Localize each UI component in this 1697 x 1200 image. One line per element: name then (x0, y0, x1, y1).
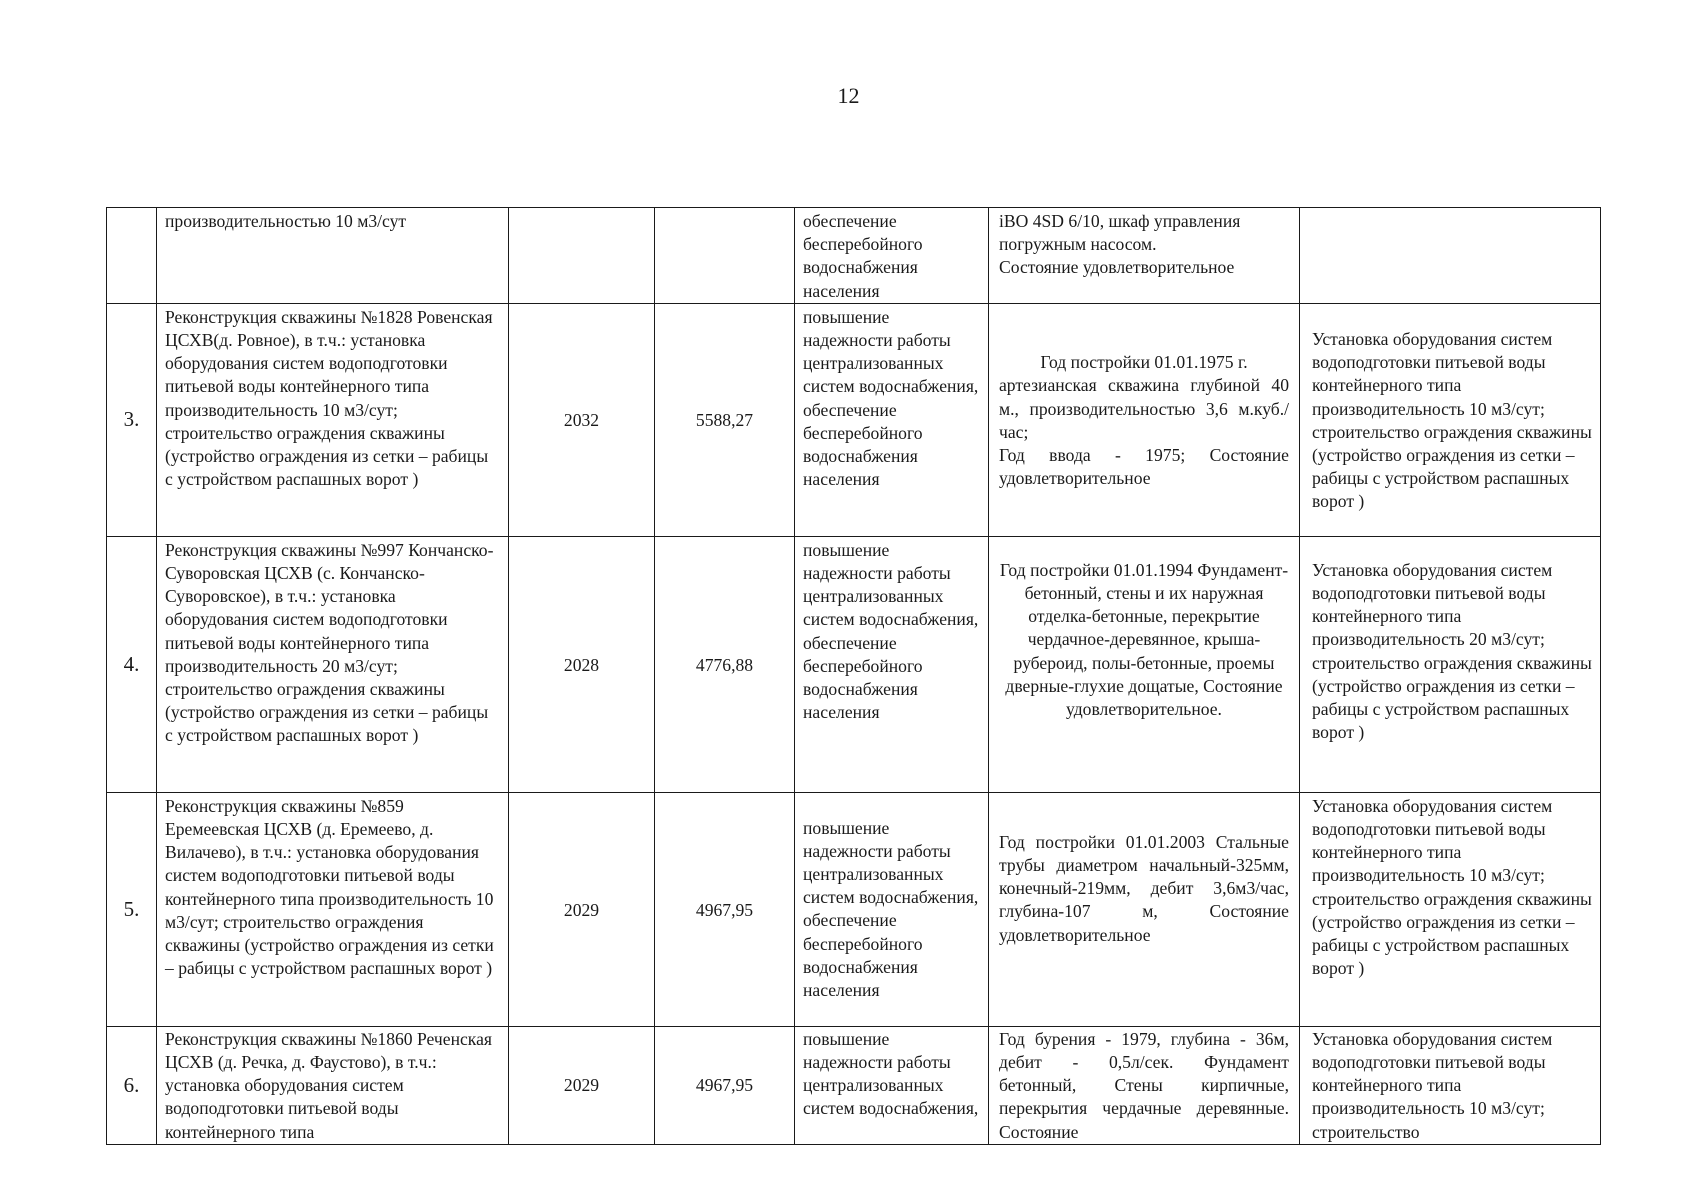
row-number: 6. (107, 1026, 157, 1144)
implementation-year (509, 208, 655, 304)
table-row (107, 208, 1601, 304)
expected-result: Установка оборудования систем водоподготовки питьевой воды контейнерного типа производительность 10 м3/сут; строительство ограждения скважины (устройство ограждения из сетки – рабицы с устройством распашных ворот ) (1300, 792, 1601, 1026)
project-cost (655, 208, 795, 304)
expected-result: Установка оборудования систем водоподготовки питьевой воды контейнерного типа производительность 10 м3/сут; строительство ограждения скважины (устройство ограждения из сетки – рабицы с устройством распашных ворот ) (1300, 303, 1601, 536)
implementation-year: 2032 (509, 303, 655, 536)
project-cost: 5588,27 (655, 303, 795, 536)
row-number (107, 208, 157, 304)
project-purpose: повышение надежности работы централизованных систем водоснабжения, обеспечение бесперебойного водоснабжения населения (795, 536, 989, 792)
project-purpose: обеспечение бесперебойного водоснабжения населения (795, 208, 989, 304)
row-number: 3. (107, 303, 157, 536)
project-cost: 4967,95 (655, 1026, 795, 1144)
project-purpose: повышение надежности работы централизованных систем водоснабжения, (795, 1026, 989, 1144)
technical-state (989, 303, 1300, 536)
expected-result: Установка оборудования систем водоподготовки питьевой воды контейнерного типа производительность 10 м3/сут; строительство (1300, 1026, 1601, 1144)
project-cost: 4776,88 (655, 536, 795, 792)
project-purpose: повышение надежности работы централизованных систем водоснабжения, обеспечение бесперебойного водоснабжения населения (795, 303, 989, 536)
project-description: Реконструкция скважины №1860 Реченская ЦСХВ (д. Речка, д. Фаустово), в т.ч.: установка оборудования систем водоподготовки питьевой воды контейнерного типа (157, 1026, 509, 1144)
project-description: производительностью 10 м3/сут (157, 208, 509, 304)
expected-result: Установка оборудования систем водоподготовки питьевой воды контейнерного типа производительность 20 м3/сут; строительство ограждения скважины (устройство ограждения из сетки – рабицы с устройством распашных ворот ) (1300, 536, 1601, 792)
technical-state: Год постройки 01.01.2003 Стальные трубы диаметром начальный-325мм, конечный-219мм, дебит 3,6м3/час, глубина-107 м, Состояние удовлетворительное (989, 792, 1300, 1026)
technical-state: Год постройки 01.01.1994 Фундамент-бетонный, стены и их наружная отделка-бетонные, перекрытие чердачное-деревянное, крыша-рубероид, полы-бетонные, проемы дверные-глухие дощатые, Состояние удовлетворительное. (989, 536, 1300, 792)
technical-state: iBO 4SD 6/10, шкаф управления погружным насосом. Состояние удовлетворительное (989, 208, 1300, 304)
expected-result (1300, 208, 1601, 304)
project-description: Реконструкция скважины №997 Кончанско-Суворовская ЦСХВ (с. Кончанско-Суворовское), в т.ч.: установка оборудования систем водоподготовки питьевой воды контейнерного типа производительность 20 м3/сут; строительство ограждения скважины (устройство ограждения из сетки – рабицы с устройством распашных ворот ) (157, 536, 509, 792)
state-line: Год постройки 01.01.1975 г. (1040, 352, 1248, 373)
project-description: Реконструкция скважины №1828 Ровенская ЦСХВ(д. Ровное), в т.ч.: установка оборудования систем водоподготовки питьевой воды контейнерного типа производительность 10 м3/сут; строительство ограждения скважины (устройство ограждения из сетки – рабицы с устройством распашных ворот ) (157, 303, 509, 536)
table-row (107, 303, 1601, 536)
table-row (107, 792, 1601, 1026)
project-purpose: повышение надежности работы централизованных систем водоснабжения, обеспечение бесперебойного водоснабжения населения (795, 792, 989, 1026)
page-number: 12 (837, 83, 860, 108)
table-row (107, 1026, 1601, 1144)
project-cost: 4967,95 (655, 792, 795, 1026)
implementation-year: 2029 (509, 792, 655, 1026)
technical-state: Год бурения - 1979, глубина - 36м, дебит - 0,5л/сек. Фундамент бетонный, Стены кирпичные, перекрытия чердачные деревянные. Состояние (989, 1026, 1300, 1144)
state-line: Год ввода - 1975; Состояние удовлетворительное (999, 445, 1289, 489)
row-number: 4. (107, 536, 157, 792)
implementation-year: 2028 (509, 536, 655, 792)
investment-projects-table (106, 207, 1601, 1145)
implementation-year: 2029 (509, 1026, 655, 1144)
state-line: артезианская скважина глубиной 40 м., производительностью 3,6 м.куб./час; (999, 375, 1289, 442)
table-row (107, 536, 1601, 792)
row-number: 5. (107, 792, 157, 1026)
project-description: Реконструкция скважины №859 Еремеевская ЦСХВ (д. Еремеево, д. Вилачево), в т.ч.: установка оборудования систем водоподготовки питьевой воды контейнерного типа производительность 10 м3/сут; строительство ограждения скважины (устройство ограждения из сетки – рабицы с устройством распашных ворот ) (157, 792, 509, 1026)
